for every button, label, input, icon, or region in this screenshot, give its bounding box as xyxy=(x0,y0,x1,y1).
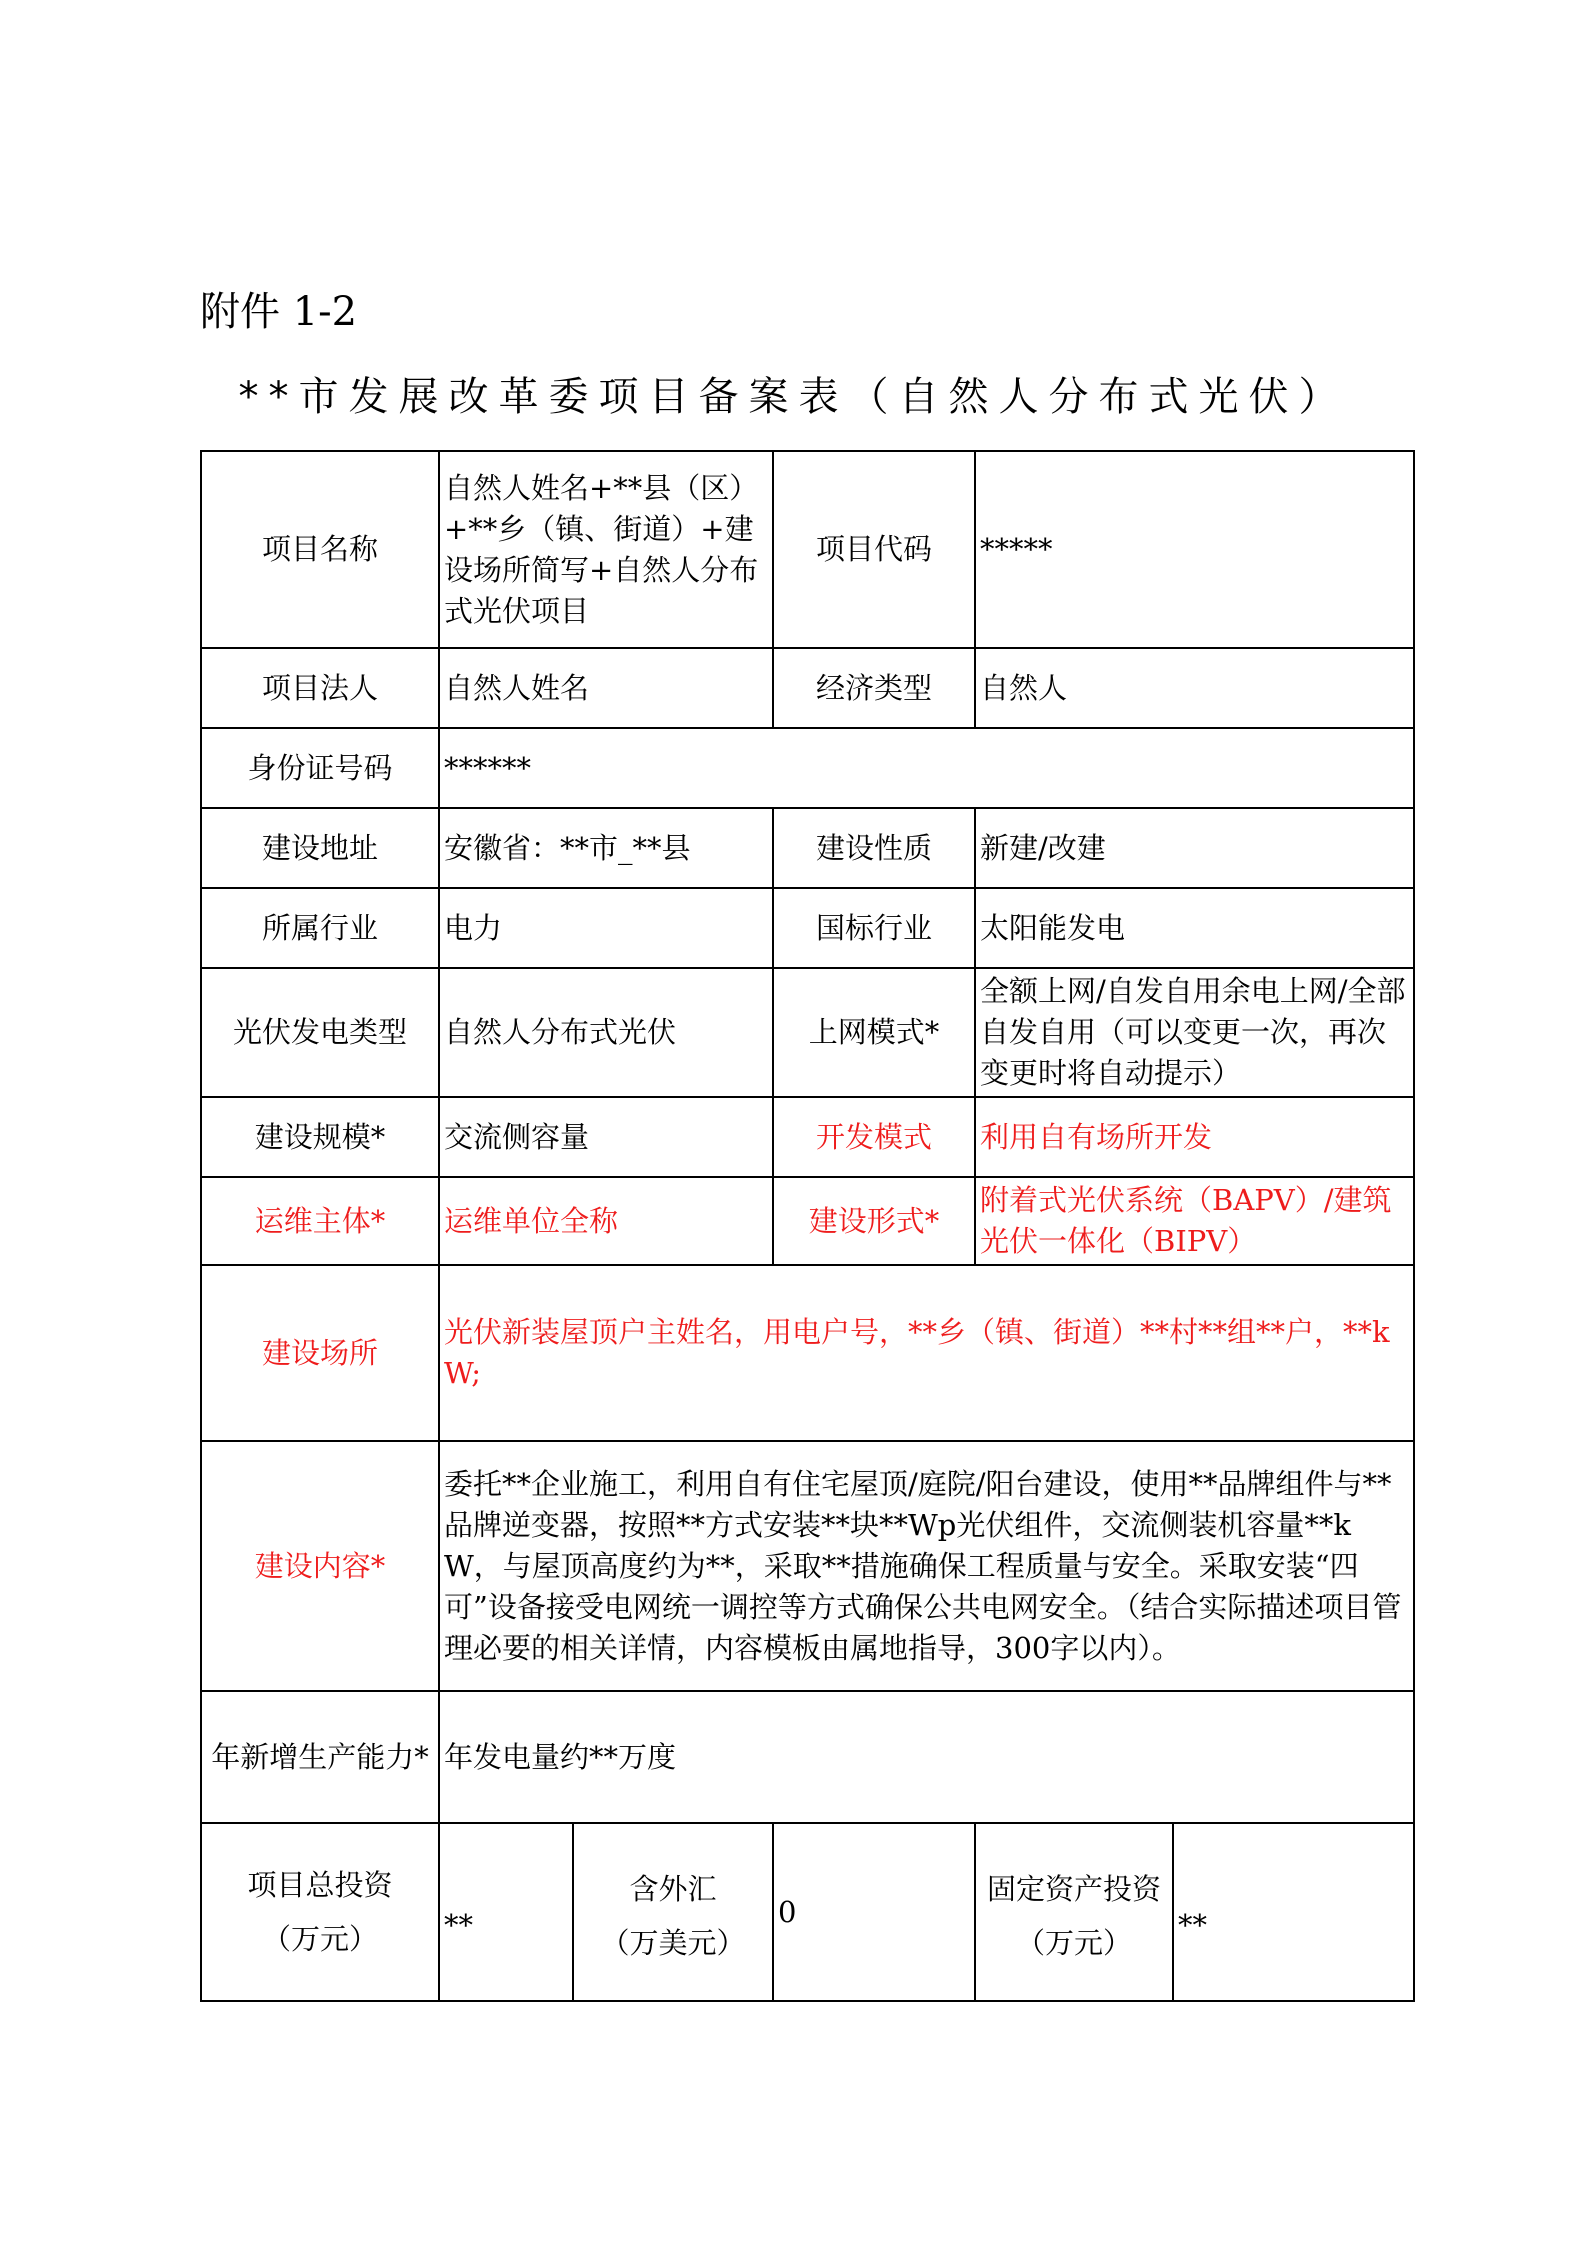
project-name-label: 项目名称 xyxy=(201,451,439,648)
grid-mode-value: 全额上网/自发自用余电上网/全部自发自用（可以变更一次，再次变更时将自动提示） xyxy=(975,968,1414,1097)
forex-label xyxy=(573,1823,773,2001)
id-number-label: 身份证号码 xyxy=(201,728,439,808)
forex-value: 0 xyxy=(773,1823,975,2001)
total-invest-label-line1: 项目总投资 xyxy=(247,1868,393,1902)
economy-type-value: 自然人 xyxy=(975,648,1414,728)
dev-mode-label: 开发模式 xyxy=(773,1097,975,1177)
site-label: 建设场所 xyxy=(201,1265,439,1441)
pv-type-label: 光伏发电类型 xyxy=(201,968,439,1097)
address-label: 建设地址 xyxy=(201,808,439,888)
operator-label: 运维主体* xyxy=(201,1177,439,1265)
form-title: **市发展改革委项目备案表（自然人分布式光伏） xyxy=(238,374,1349,420)
construction-nature-label: 建设性质 xyxy=(773,808,975,888)
content-label: 建设内容* xyxy=(201,1441,439,1691)
attachment-number: 附件 1-2 xyxy=(200,289,358,335)
total-invest-value: ** xyxy=(439,1823,573,2001)
scale-value: 交流侧容量 xyxy=(439,1097,773,1177)
fixed-invest-label-line1: 固定资产投资 xyxy=(987,1872,1162,1906)
site-value: 光伏新装屋顶户主姓名，用电户号，**乡（镇、街道）**村**组**户，**kW; xyxy=(439,1265,1414,1441)
forex-label-line1: 含外汇 xyxy=(629,1872,717,1906)
national-industry-value: 太阳能发电 xyxy=(975,888,1414,968)
project-code-label: 项目代码 xyxy=(773,451,975,648)
project-code-value: ***** xyxy=(975,451,1414,648)
national-industry-label: 国标行业 xyxy=(773,888,975,968)
filing-form-table xyxy=(200,450,1415,2002)
capacity-label: 年新增生产能力* xyxy=(201,1691,439,1823)
scale-label: 建设规模* xyxy=(201,1097,439,1177)
legal-person-label: 项目法人 xyxy=(201,648,439,728)
forex-label-line2: （万美元） xyxy=(600,1926,746,1960)
content-value: 委托**企业施工，利用自有住宅屋顶/庭院/阳台建设，使用**品牌组件与**品牌逆变器，按照**方式安装**块**Wp光伏组件，交流侧装机容量**kW，与屋顶高度约为**，采取**措施确保工程质量与安全。采取安装“四可”设备接受电网统一调控等方式确保公共电网安全。（结合实际描述项目管理必要的相关详情，内容模板由属地指导，300字以内）。 xyxy=(439,1441,1414,1691)
id-number-value: ****** xyxy=(439,728,1414,808)
build-form-label: 建设形式* xyxy=(773,1177,975,1265)
dev-mode-value: 利用自有场所开发 xyxy=(975,1097,1414,1177)
total-invest-label-line2: （万元） xyxy=(261,1922,378,1956)
total-invest-label xyxy=(201,1823,439,2001)
project-name-value: 自然人姓名+**县（区）+**乡（镇、街道）+建设场所简写+自然人分布式光伏项目 xyxy=(439,451,773,648)
economy-type-label: 经济类型 xyxy=(773,648,975,728)
industry-value: 电力 xyxy=(439,888,773,968)
construction-nature-value: 新建/改建 xyxy=(975,808,1414,888)
fixed-invest-label-line2: （万元） xyxy=(1016,1926,1133,1960)
fixed-invest-label xyxy=(975,1823,1173,2001)
operator-value: 运维单位全称 xyxy=(439,1177,773,1265)
pv-type-value: 自然人分布式光伏 xyxy=(439,968,773,1097)
industry-label: 所属行业 xyxy=(201,888,439,968)
capacity-value: 年发电量约**万度 xyxy=(439,1691,1414,1823)
address-value: 安徽省：**市_**县 xyxy=(439,808,773,888)
build-form-value: 附着式光伏系统（BAPV）/建筑光伏一体化（BIPV） xyxy=(975,1177,1414,1265)
fixed-invest-value: ** xyxy=(1173,1823,1414,2001)
legal-person-value: 自然人姓名 xyxy=(439,648,773,728)
grid-mode-label: 上网模式* xyxy=(773,968,975,1097)
